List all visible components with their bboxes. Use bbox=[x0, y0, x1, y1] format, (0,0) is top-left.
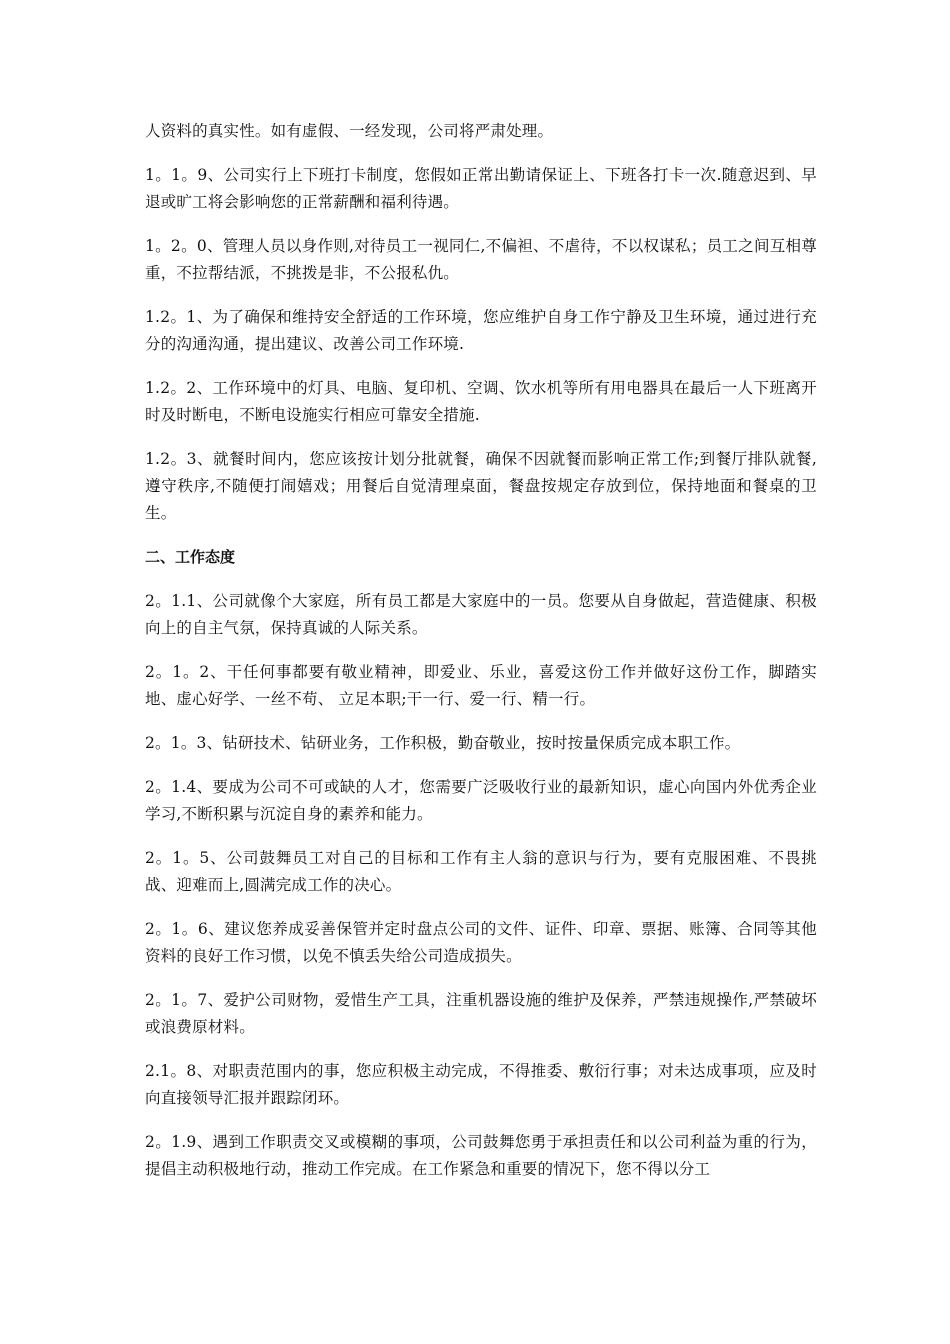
paragraph: 2。1。7、爱护公司财物，爱惜生产工具，注重机器设施的维护及保养，严禁违规操作,严禁破坏或浪费原材料。 bbox=[145, 991, 817, 1036]
paragraph: 2。1.4、要成为公司不可或缺的人才，您需要广泛吸收行业的最新知识，虚心向国内外优秀企业学习,不断积累与沉淀自身的素养和能力。 bbox=[145, 778, 817, 823]
paragraph: 1.2。3、就餐时间内，您应该按计划分批就餐，确保不因就餐而影响正常工作;到餐厅排队就餐,遵守秩序,不随便打闹嬉戏；用餐后自觉清理桌面，餐盘按规定存放到位，保持地面和餐桌的卫生。 bbox=[145, 450, 817, 522]
document-page bbox=[145, 118, 817, 1200]
paragraph: 2。1。2、干任何事都要有敬业精神，即爱业、乐业，喜爱这份工作并做好这份工作，脚踏实地、虚心好学、一丝不苟、 立足本职;干一行、爱一行、精一行。 bbox=[145, 663, 817, 708]
paragraph: 2。1.1、公司就像个大家庭，所有员工都是大家庭中的一员。您要从自身做起，营造健康、积极向上的自主气氛，保持真诚的人际关系。 bbox=[145, 592, 817, 637]
paragraph: 2。1.9、遇到工作职责交叉或模糊的事项，公司鼓舞您勇于承担责任和以公司利益为重的行为，提倡主动积极地行动，推动工作完成。在工作紧急和重要的情况下，您不得以分工 bbox=[145, 1133, 817, 1178]
paragraph: 2。1。3、钻研技术、钻研业务，工作积极，勤奋敬业，按时按量保质完成本职工作。 bbox=[145, 734, 741, 752]
paragraph: 1。1。9、公司实行上下班打卡制度，您假如正常出勤请保证上、下班各打卡一次.随意迟到、早退或旷工将会影响您的正常薪酬和福利待遇。 bbox=[145, 166, 817, 211]
paragraph: 1。2。0、管理人员以身作则,对待员工一视同仁,不偏袒、不虐待，不以权谋私；员工之间互相尊重，不拉帮结派，不挑拨是非，不公报私仇。 bbox=[145, 237, 817, 282]
paragraph: 人资料的真实性。如有虚假、一经发现，公司将严肃处理。 bbox=[145, 122, 554, 140]
paragraph: 2.1。8、对职责范围内的事，您应积极主动完成，不得推委、敷衍行事；对未达成事项，应及时向直接领导汇报并跟踪闭环。 bbox=[145, 1062, 817, 1107]
paragraph: 1.2。1、为了确保和维持安全舒适的工作环境，您应维护自身工作宁静及卫生环境，通过进行充分的沟通沟通，提出建议、改善公司工作环境. bbox=[145, 308, 817, 353]
section-heading: 二、工作态度 bbox=[145, 548, 236, 566]
paragraph: 1.2。2、工作环境中的灯具、电脑、复印机、空调、饮水机等所有用电器具在最后一人下班离开时及时断电，不断电设施实行相应可靠安全措施. bbox=[145, 379, 817, 424]
paragraph: 2。1。5、公司鼓舞员工对自己的目标和工作有主人翁的意识与行为，要有克服困难、不畏挑战、迎难而上,圆满完成工作的决心。 bbox=[145, 849, 817, 894]
paragraph: 2。1。6、建议您养成妥善保管并定时盘点公司的文件、证件、印章、票据、账簿、合同等其他资料的良好工作习惯，以免不慎丢失给公司造成损失。 bbox=[145, 920, 817, 965]
